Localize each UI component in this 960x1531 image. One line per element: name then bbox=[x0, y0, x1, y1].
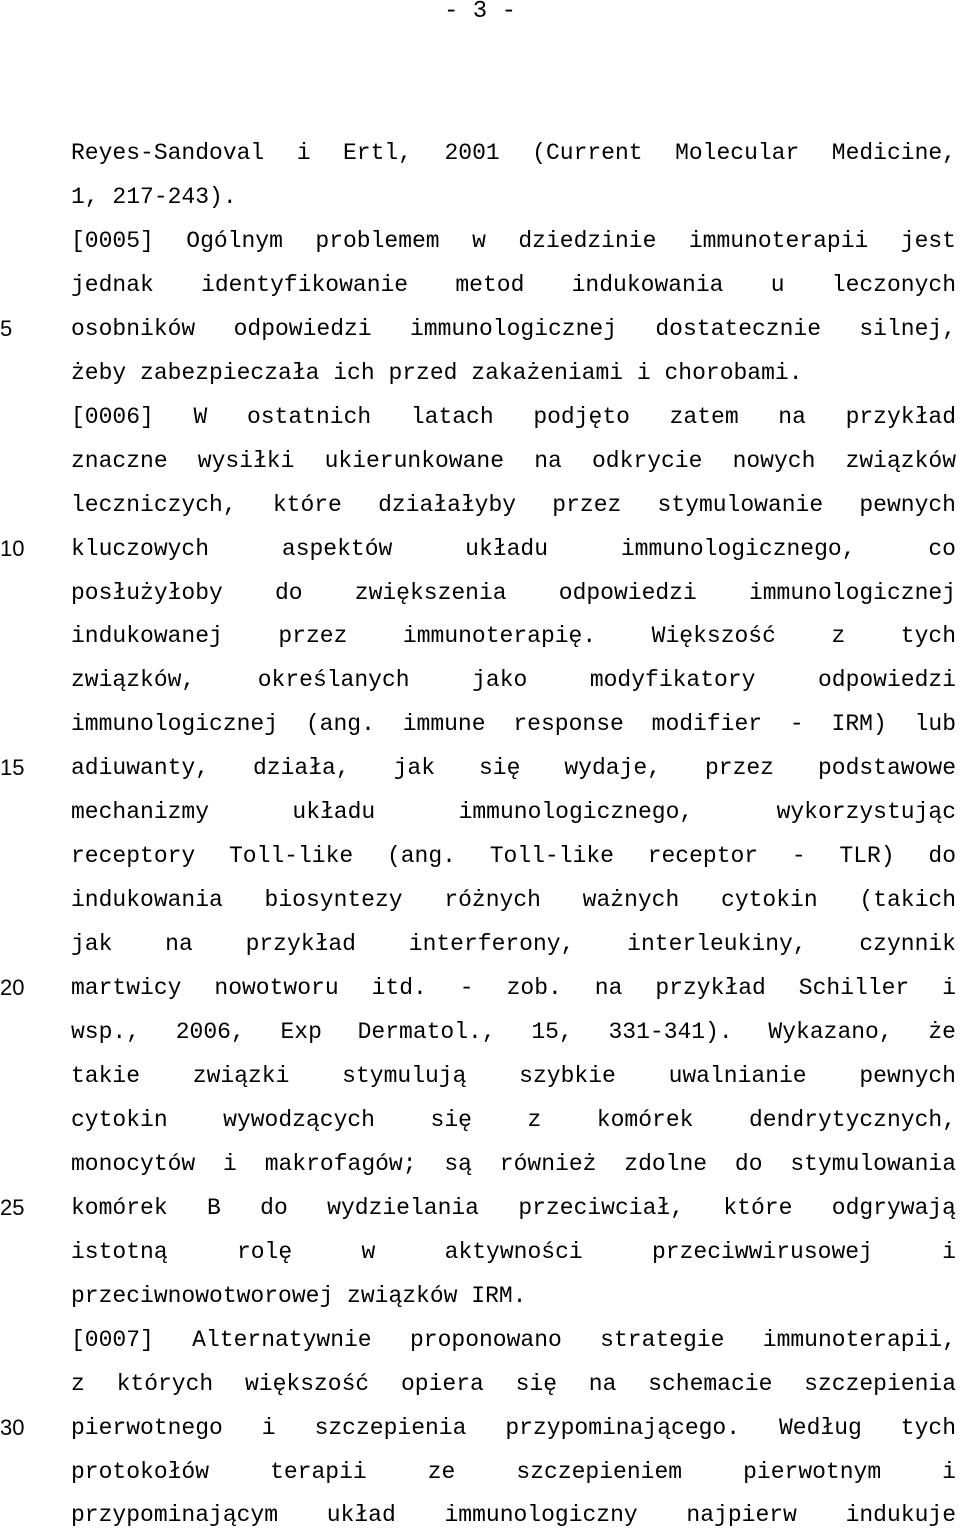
text-line: znaczne wysiłki ukierunkowane na odkrycie nowych związków bbox=[71, 447, 956, 474]
text-line: indukowanej przez immunoterapię. Większość z tych bbox=[71, 623, 956, 650]
text-line: jednak identyfikowanie metod indukowania u leczonych bbox=[71, 271, 956, 298]
text-line: Reyes-Sandoval i Ertl, 2001 (Current Molecular Medicine, bbox=[71, 140, 956, 166]
text-line: leczniczych, które działałyby przez stymulowanie pewnych bbox=[71, 491, 956, 518]
text-line: związków, określanych jako modyfikatory odpowiedzi bbox=[71, 667, 956, 694]
text-line: z których większość opiera się na schemacie szczepienia bbox=[71, 1370, 956, 1397]
text-line: żeby zabezpieczała ich przed zakażeniami i chorobami. bbox=[71, 359, 803, 386]
text-line: immunologicznej (ang. immune response modifier - IRM) lub bbox=[71, 711, 956, 738]
text-line: [0006] W ostatnich latach podjęto zatem na przykład bbox=[71, 403, 956, 430]
text-line: [0005] Ogólnym problemem w dziedzinie immunoterapii jest bbox=[71, 227, 956, 254]
text-line: receptory Toll-like (ang. Toll-like receptor - TLR) do bbox=[71, 843, 956, 870]
line-number: 15 bbox=[0, 755, 25, 781]
text-line: osobników odpowiedzi immunologicznej dostatecznie silnej, bbox=[71, 315, 956, 342]
text-line: przeciwnowotworowej związków IRM. bbox=[71, 1282, 527, 1309]
text-line: adiuwanty, działa, jak się wydaje, przez podstawowe bbox=[71, 755, 956, 782]
line-number: 20 bbox=[0, 975, 25, 1001]
text-line: martwicy nowotworu itd. - zob. na przykład Schiller i bbox=[71, 975, 956, 1002]
text-line: monocytów i makrofagów; są również zdolne do stymulowania bbox=[71, 1150, 956, 1177]
text-line: przypominającym układ immunologiczny najpierw indukuje bbox=[71, 1502, 956, 1529]
text-line: komórek B do wydzielania przeciwciał, które odgrywają bbox=[71, 1194, 956, 1221]
text-line: jak na przykład interferony, interleukiny, czynnik bbox=[71, 931, 956, 958]
text-line: istotną rolę w aktywności przeciwwirusowej i bbox=[71, 1238, 956, 1265]
text-line: kluczowych aspektów układu immunologicznego, co bbox=[71, 535, 956, 562]
line-number: 25 bbox=[0, 1194, 25, 1220]
text-line: posłużyłoby do zwiększenia odpowiedzi immunologicznej bbox=[71, 579, 956, 606]
line-number: 10 bbox=[0, 535, 25, 561]
line-number: 30 bbox=[0, 1414, 25, 1440]
line-number: 5 bbox=[0, 315, 13, 341]
text-line: mechanizmy układu immunologicznego, wykorzystując bbox=[71, 799, 956, 826]
text-line: cytokin wywodzących się z komórek dendrytycznych, bbox=[71, 1106, 956, 1133]
text-line: pierwotnego i szczepienia przypominającego. Według tych bbox=[71, 1414, 956, 1441]
text-line: indukowania biosyntezy różnych ważnych cytokin (takich bbox=[71, 887, 956, 914]
text-line: wsp., 2006, Exp Dermatol., 15, 331-341). Wykazano, że bbox=[71, 1019, 956, 1045]
text-line: [0007] Alternatywnie proponowano strategie immunoterapii, bbox=[71, 1326, 956, 1353]
page-number: - 3 - bbox=[443, 0, 516, 25]
text-line: takie związki stymulują szybkie uwalnianie pewnych bbox=[71, 1062, 956, 1089]
text-line: protokołów terapii ze szczepieniem pierwotnym i bbox=[71, 1458, 956, 1485]
text-line: 1, 217-243). bbox=[71, 183, 237, 210]
